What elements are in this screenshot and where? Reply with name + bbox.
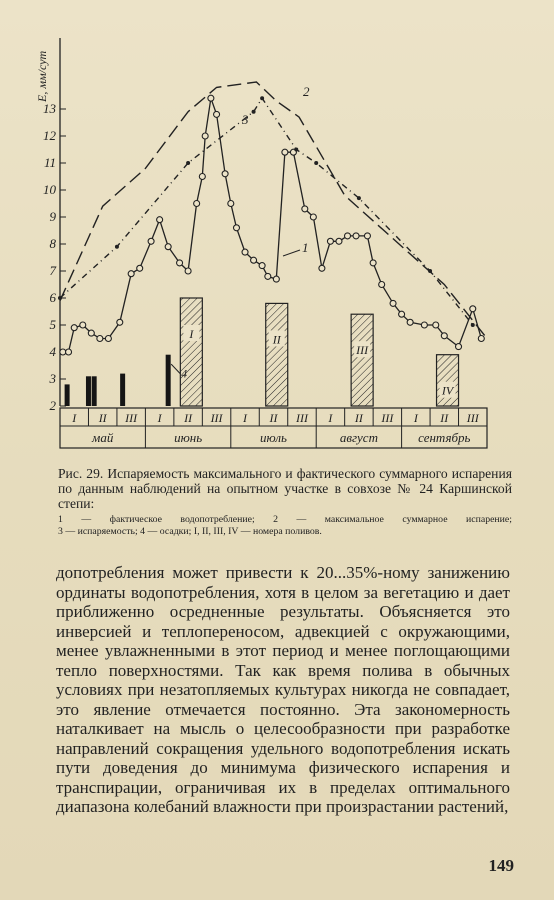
month-label: май (92, 430, 114, 445)
series-2-line (60, 82, 487, 339)
y-tick-label: 6 (49, 290, 56, 305)
y-tick-label: 13 (43, 101, 56, 116)
series-1-point (345, 233, 351, 239)
series-1-point (157, 217, 163, 223)
y-tick-label: 12 (43, 128, 56, 143)
legend-line-1: 1 — фактическое водопотребление; 2 — максимальное суммарное испарение; (58, 514, 512, 525)
series-1-point (242, 249, 248, 255)
decade-label: III (125, 411, 138, 425)
irrigation-bar (437, 355, 459, 406)
series-3-point (294, 148, 298, 152)
decade-label: III (295, 411, 308, 425)
series-1-point (165, 244, 171, 250)
decade-label: II (184, 411, 193, 425)
precipitation-bar (92, 376, 97, 406)
series-1-point (282, 149, 288, 155)
decade-label: I (72, 411, 77, 425)
series-1-point (148, 238, 154, 244)
month-label: август (339, 430, 378, 445)
series-1-point (433, 322, 439, 328)
series-1-point (97, 336, 103, 342)
curve-4-leader (171, 364, 180, 373)
series-1-point (407, 319, 413, 325)
irrigation-label: IV (441, 383, 454, 398)
series-3-point (471, 323, 475, 327)
series-1-point (327, 238, 333, 244)
series-1-point (199, 174, 205, 180)
curve-3-label: 3 (242, 112, 249, 127)
series-3-point (428, 269, 432, 273)
y-axis-label: E, мм/сут (35, 50, 49, 102)
y-tick-label: 8 (49, 236, 56, 251)
series-1-point (222, 171, 228, 177)
decade-label: III (210, 411, 223, 425)
decade-label: III (381, 411, 394, 425)
series-1-point (66, 349, 72, 355)
series-3-point (357, 196, 361, 200)
series-3-point (58, 296, 62, 300)
series-1-point (137, 265, 143, 271)
y-tick-label: 11 (43, 155, 56, 170)
series-1-point (370, 260, 376, 266)
figure-caption (58, 466, 512, 511)
curve-1-leader (283, 250, 300, 256)
y-tick-label: 7 (49, 263, 56, 278)
series-1-point (336, 238, 342, 244)
curve-1-label: 1 (302, 240, 309, 255)
series-1-point (117, 319, 123, 325)
decade-label: I (243, 411, 248, 425)
decade-label: II (354, 411, 363, 425)
y-tick-label: 4 (49, 344, 56, 359)
decade-label: II (269, 411, 278, 425)
series-3-point (115, 245, 119, 249)
series-3-line (60, 98, 473, 325)
series-1-point (470, 306, 476, 312)
series-1-point (441, 333, 447, 339)
series-3-point (186, 161, 190, 165)
y-tick-label: 9 (49, 209, 56, 224)
decade-label: I (328, 411, 333, 425)
series-1-point (379, 282, 385, 288)
page-number: 149 (488, 856, 514, 875)
series-1-point (214, 111, 220, 117)
series-3-point (260, 96, 264, 100)
legend-line-2: 3 — испаряемость; 4 — осадки; I, II, III, IV — номера поливов. (58, 526, 322, 537)
decade-label: III (466, 411, 479, 425)
series-1-point (233, 225, 239, 231)
y-tick-label: 2 (49, 398, 56, 413)
y-tick-label: 5 (49, 317, 56, 332)
series-1-point (259, 263, 265, 269)
series-1-point (390, 300, 396, 306)
series-1-point (80, 322, 86, 328)
series-1-point (185, 268, 191, 274)
series-3-point (314, 161, 318, 165)
series-1-point (251, 257, 257, 263)
irrigation-label: II (272, 332, 281, 347)
series-1-point (71, 325, 77, 331)
y-tick-label: 3 (49, 371, 56, 386)
irrigation-bar (266, 303, 288, 406)
irrigation-bar (351, 314, 373, 406)
precipitation-bar (120, 374, 125, 406)
precipitation-bar (65, 384, 70, 406)
curve-2-label: 2 (303, 84, 310, 99)
month-label: июнь (174, 430, 203, 445)
figure-legend (58, 514, 512, 538)
caption-text: Испаряемость максимального и фактического суммарного испарения по данным наблюдений на опытном участке в совхозе № 24 Каршинской степи: (58, 466, 512, 511)
decade-label: I (157, 411, 162, 425)
series-1-point (310, 214, 316, 220)
precipitation-bar (86, 376, 91, 406)
irrigation-bar (180, 298, 202, 406)
irrigation-label: I (189, 327, 194, 341)
series-1-point (319, 265, 325, 271)
series-1-point (265, 273, 271, 279)
caption-number: Рис. 29. (58, 466, 104, 481)
decade-label: I (413, 411, 418, 425)
series-1-point (105, 336, 111, 342)
series-1-point (421, 322, 427, 328)
decade-label: II (98, 411, 107, 425)
y-tick-label: 10 (43, 182, 56, 197)
series-1-point (399, 311, 405, 317)
series-1-point (177, 260, 183, 266)
series-1-point (478, 336, 484, 342)
decade-label: II (440, 411, 449, 425)
series-1-point (128, 271, 134, 277)
series-1-point (273, 276, 279, 282)
series-1-point (364, 233, 370, 239)
series-1-point (202, 133, 208, 139)
series-1-point (302, 206, 308, 212)
series-1-point (208, 95, 214, 101)
series-3-point (252, 110, 256, 114)
irrigation-label: III (356, 343, 369, 358)
month-label: сентябрь (418, 430, 471, 445)
body-text (56, 563, 510, 817)
series-1-point (194, 201, 200, 207)
series-1-point (228, 201, 234, 207)
precipitation-bar (166, 355, 171, 406)
series-1-point (456, 344, 462, 350)
body-paragraph: допотребления может привести к 20...35%-ному занижению ординаты водопотребления, хотя в целом за вегетацию и дает приближенно осредненные результаты. Объясняется это инверсией и теплопереносом, адвекцией с окружающими, менее увлажненными в этот период и менее поглощающими тепло поверхностями. Так как время полива в обычных условиях при незатопляемых культурах никогда не совпадает, это явление отмечается постоянно. Эта закономерность наталкивает на мысль о целесообразности при разработке направлений сокращения удельного водопотребления искать пути доведения до минимума физического испарения и транспирации, ограничивая их в пределах оптимального диапазона колебаний влажности при произрастании растений, (56, 563, 510, 816)
series-1-point (88, 330, 94, 336)
month-label: июль (260, 430, 287, 445)
series-1-point (353, 233, 359, 239)
series-1-point (60, 349, 66, 355)
